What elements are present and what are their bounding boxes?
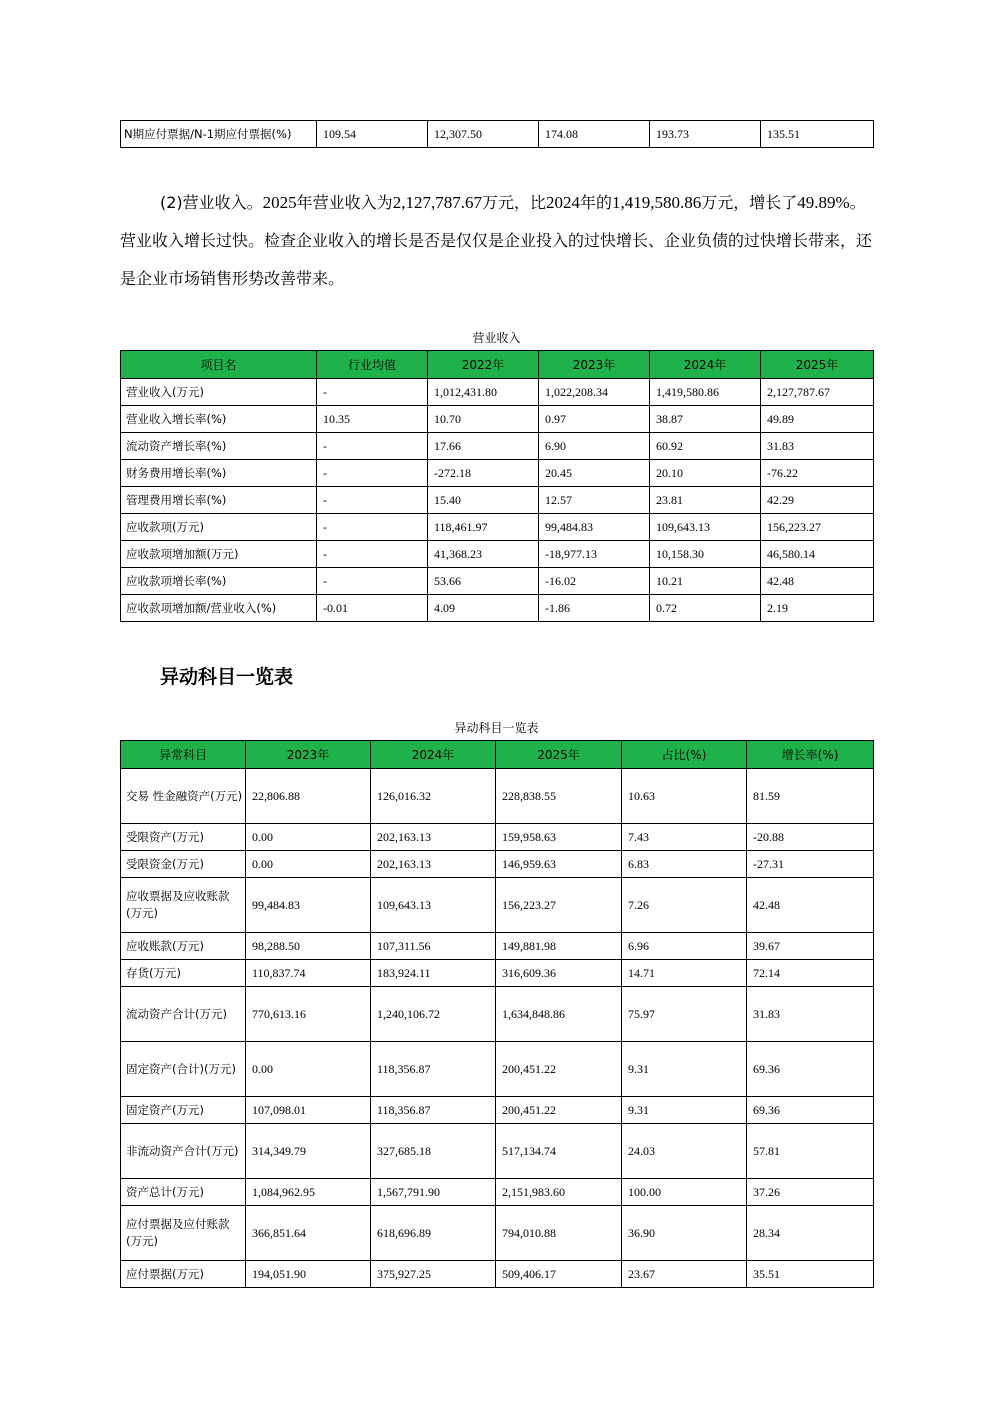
cell: 1,012,431.80	[428, 379, 539, 406]
row-label: 应收款项增加额(万元)	[121, 541, 317, 568]
column-header: 2024年	[650, 351, 761, 379]
cell: 37.26	[747, 1179, 874, 1206]
cell: 6.83	[622, 851, 747, 878]
cell: 53.66	[428, 568, 539, 595]
cell: 28.34	[747, 1206, 874, 1261]
cell: -27.31	[747, 851, 874, 878]
column-header: 2025年	[496, 741, 622, 769]
table-row	[121, 851, 874, 878]
table-row	[121, 1261, 874, 1288]
cell: 10.21	[650, 568, 761, 595]
table-row	[121, 1206, 874, 1261]
cell: 69.36	[747, 1097, 874, 1124]
column-header: 2023年	[539, 351, 650, 379]
row-label: 管理费用增长率(%)	[121, 487, 317, 514]
cell: 35.51	[747, 1261, 874, 1288]
cell: 42.48	[747, 878, 874, 933]
cell: 6.96	[622, 933, 747, 960]
abnormal-accounts-table	[120, 740, 874, 1288]
cell: 202,163.13	[371, 824, 496, 851]
table-row	[121, 487, 874, 514]
cell: 110,837.74	[246, 960, 371, 987]
cell: 1,084,962.95	[246, 1179, 371, 1206]
cell: 517,134.74	[496, 1124, 622, 1179]
cell: -18,977.13	[539, 541, 650, 568]
cell: 36.90	[622, 1206, 747, 1261]
table-row	[121, 1179, 874, 1206]
cell: 6.90	[539, 433, 650, 460]
cell: 23.67	[622, 1261, 747, 1288]
cell: 1,419,580.86	[650, 379, 761, 406]
para-text: 万元，比	[481, 193, 546, 212]
cell: 202,163.13	[371, 851, 496, 878]
cell: 20.45	[539, 460, 650, 487]
cell: 2,127,787.67	[761, 379, 874, 406]
table-row	[121, 1124, 874, 1179]
table-row	[121, 406, 874, 433]
cell: 366,851.64	[246, 1206, 371, 1261]
column-header: 2024年	[371, 741, 496, 769]
cell: 107,098.01	[246, 1097, 371, 1124]
section-title: 异动科目一览表	[160, 666, 294, 688]
table-row	[121, 514, 874, 541]
table-row	[121, 1042, 874, 1097]
cell: 314,349.79	[246, 1124, 371, 1179]
abnormal-table-caption: 异动科目一览表	[454, 721, 539, 735]
cell: 107,311.56	[371, 933, 496, 960]
para-text: 。营业收入增长过快。检查企业收入的增长是否是仅仅是企业投入的过快增长、企业负债的过快增长带来，还是企业市场销售形势改善带来。	[120, 193, 873, 288]
cell: 7.43	[622, 824, 747, 851]
cell: -	[317, 379, 428, 406]
row-label: 应收款项增加额/营业收入(%)	[121, 595, 317, 622]
cell: -16.02	[539, 568, 650, 595]
cell: 17.66	[428, 433, 539, 460]
row-label: N期应付票据/N-1期应付票据(%)	[121, 121, 317, 148]
cell: 509,406.17	[496, 1261, 622, 1288]
cell: -	[317, 487, 428, 514]
cell: 618,696.89	[371, 1206, 496, 1261]
cell: -	[317, 514, 428, 541]
row-label: 应收款项(万元)	[121, 514, 317, 541]
row-label: 受限资金(万元)	[121, 851, 246, 878]
cell: 174.08	[539, 121, 650, 148]
cell: 193.73	[650, 121, 761, 148]
row-label: 应付票据(万元)	[121, 1261, 246, 1288]
column-header: 占比(%)	[622, 741, 747, 769]
cell: 10.35	[317, 406, 428, 433]
revenue-table-body	[121, 379, 874, 622]
para-text: 年营业收入为	[296, 193, 393, 212]
revenue-paragraph	[120, 184, 873, 298]
column-header: 项目名	[121, 351, 317, 379]
cell: 99,484.83	[539, 514, 650, 541]
row-label: 营业收入增长率(%)	[121, 406, 317, 433]
cell: 146,959.63	[496, 851, 622, 878]
cell: 99,484.83	[246, 878, 371, 933]
cell: 15.40	[428, 487, 539, 514]
cell: 7.26	[622, 878, 747, 933]
abnormal-table-body	[121, 769, 874, 1288]
cell: 118,461.97	[428, 514, 539, 541]
cell: 10,158.30	[650, 541, 761, 568]
cell: 9.31	[622, 1042, 747, 1097]
cell: 375,927.25	[371, 1261, 496, 1288]
cell: 0.00	[246, 824, 371, 851]
cell: 12,307.50	[428, 121, 539, 148]
row-label: 应收账款(万元)	[121, 933, 246, 960]
revenue-table-caption: 营业收入	[472, 331, 521, 345]
cell: 42.29	[761, 487, 874, 514]
row-label: 应收票据及应收账款(万元)	[121, 878, 246, 933]
cell: 0.00	[246, 851, 371, 878]
cell: -1.86	[539, 595, 650, 622]
cell: 135.51	[761, 121, 874, 148]
cell: 41,368.23	[428, 541, 539, 568]
cell: -272.18	[428, 460, 539, 487]
cell: -	[317, 460, 428, 487]
cell: 100.00	[622, 1179, 747, 1206]
cell: 1,634,848.86	[496, 987, 622, 1042]
table-row	[121, 433, 874, 460]
cell: 149,881.98	[496, 933, 622, 960]
cell: 316,609.36	[496, 960, 622, 987]
cell: 12.57	[539, 487, 650, 514]
table-header-row	[121, 741, 874, 769]
table-row	[121, 933, 874, 960]
row-label: 营业收入(万元)	[121, 379, 317, 406]
cell: -20.88	[747, 824, 874, 851]
row-label: 交易 性金融资产(万元)	[121, 769, 246, 824]
cell: 109,643.13	[371, 878, 496, 933]
para-pct: 49.89%	[797, 193, 850, 212]
table-header-row	[121, 351, 874, 379]
para-value: 2,127,787.67	[392, 193, 482, 212]
cell: 0.72	[650, 595, 761, 622]
column-header: 增长率(%)	[747, 741, 874, 769]
cell: 22,806.88	[246, 769, 371, 824]
para-prefix: (2)营业收入。	[160, 193, 263, 212]
cell: 2,151,983.60	[496, 1179, 622, 1206]
cell: 0.00	[246, 1042, 371, 1097]
table-row	[121, 987, 874, 1042]
row-label: 存货(万元)	[121, 960, 246, 987]
cell: 1,567,791.90	[371, 1179, 496, 1206]
cell: 794,010.88	[496, 1206, 622, 1261]
revenue-table	[120, 350, 874, 622]
cell: 38.87	[650, 406, 761, 433]
cell: -	[317, 541, 428, 568]
cell: 42.48	[761, 568, 874, 595]
para-year: 2024	[545, 193, 580, 212]
cell: 14.71	[622, 960, 747, 987]
row-label: 流动资产增长率(%)	[121, 433, 317, 460]
row-label: 应付票据及应付账款(万元)	[121, 1206, 246, 1261]
cell: 10.70	[428, 406, 539, 433]
cell: -76.22	[761, 460, 874, 487]
row-label: 资产总计(万元)	[121, 1179, 246, 1206]
para-text: 年的	[579, 193, 612, 212]
cell: 57.81	[747, 1124, 874, 1179]
cell: 60.92	[650, 433, 761, 460]
cell: 109,643.13	[650, 514, 761, 541]
para-year: 2025	[262, 193, 297, 212]
table-row	[121, 595, 874, 622]
cell: -	[317, 433, 428, 460]
cell: 20.10	[650, 460, 761, 487]
table-row	[121, 568, 874, 595]
cell: 200,451.22	[496, 1042, 622, 1097]
row-label: 财务费用增长率(%)	[121, 460, 317, 487]
column-header: 2023年	[246, 741, 371, 769]
cell: 75.97	[622, 987, 747, 1042]
table-row	[121, 769, 874, 824]
row-label: 固定资产(合计)(万元)	[121, 1042, 246, 1097]
column-header: 行业均值	[317, 351, 428, 379]
cell: 31.83	[761, 433, 874, 460]
row-label: 受限资产(万元)	[121, 824, 246, 851]
cell: 194,051.90	[246, 1261, 371, 1288]
cell: 159,958.63	[496, 824, 622, 851]
cell: 23.81	[650, 487, 761, 514]
row-label: 流动资产合计(万元)	[121, 987, 246, 1042]
cell: 0.97	[539, 406, 650, 433]
para-value: 1,419,580.86	[611, 193, 702, 212]
cell: 1,022,208.34	[539, 379, 650, 406]
cell: 49.89	[761, 406, 874, 433]
table-row	[121, 1097, 874, 1124]
table-row	[121, 541, 874, 568]
table-row	[121, 460, 874, 487]
payables-ratio-table	[120, 120, 874, 148]
cell: 10.63	[622, 769, 747, 824]
row-label: 非流动资产合计(万元)	[121, 1124, 246, 1179]
cell: 118,356.87	[371, 1042, 496, 1097]
cell: 31.83	[747, 987, 874, 1042]
para-text: 万元，增长了	[701, 193, 798, 212]
cell: 72.14	[747, 960, 874, 987]
table-row	[121, 379, 874, 406]
cell: 118,356.87	[371, 1097, 496, 1124]
table-row	[121, 824, 874, 851]
column-header: 异常科目	[121, 741, 246, 769]
cell: 69.36	[747, 1042, 874, 1097]
column-header: 2025年	[761, 351, 874, 379]
cell: 46,580.14	[761, 541, 874, 568]
table-row	[121, 878, 874, 933]
cell: 109.54	[317, 121, 428, 148]
cell: 39.67	[747, 933, 874, 960]
cell: 1,240,106.72	[371, 987, 496, 1042]
cell: 126,016.32	[371, 769, 496, 824]
column-header: 2022年	[428, 351, 539, 379]
cell: 156,223.27	[761, 514, 874, 541]
cell: -0.01	[317, 595, 428, 622]
row-label: 应收款项增长率(%)	[121, 568, 317, 595]
cell: 183,924.11	[371, 960, 496, 987]
row-label: 固定资产(万元)	[121, 1097, 246, 1124]
cell: 98,288.50	[246, 933, 371, 960]
cell: -	[317, 568, 428, 595]
cell: 770,613.16	[246, 987, 371, 1042]
cell: 327,685.18	[371, 1124, 496, 1179]
cell: 228,838.55	[496, 769, 622, 824]
table-row	[121, 121, 874, 148]
cell: 4.09	[428, 595, 539, 622]
cell: 200,451.22	[496, 1097, 622, 1124]
cell: 81.59	[747, 769, 874, 824]
cell: 156,223.27	[496, 878, 622, 933]
table-row	[121, 960, 874, 987]
cell: 2.19	[761, 595, 874, 622]
cell: 24.03	[622, 1124, 747, 1179]
cell: 9.31	[622, 1097, 747, 1124]
